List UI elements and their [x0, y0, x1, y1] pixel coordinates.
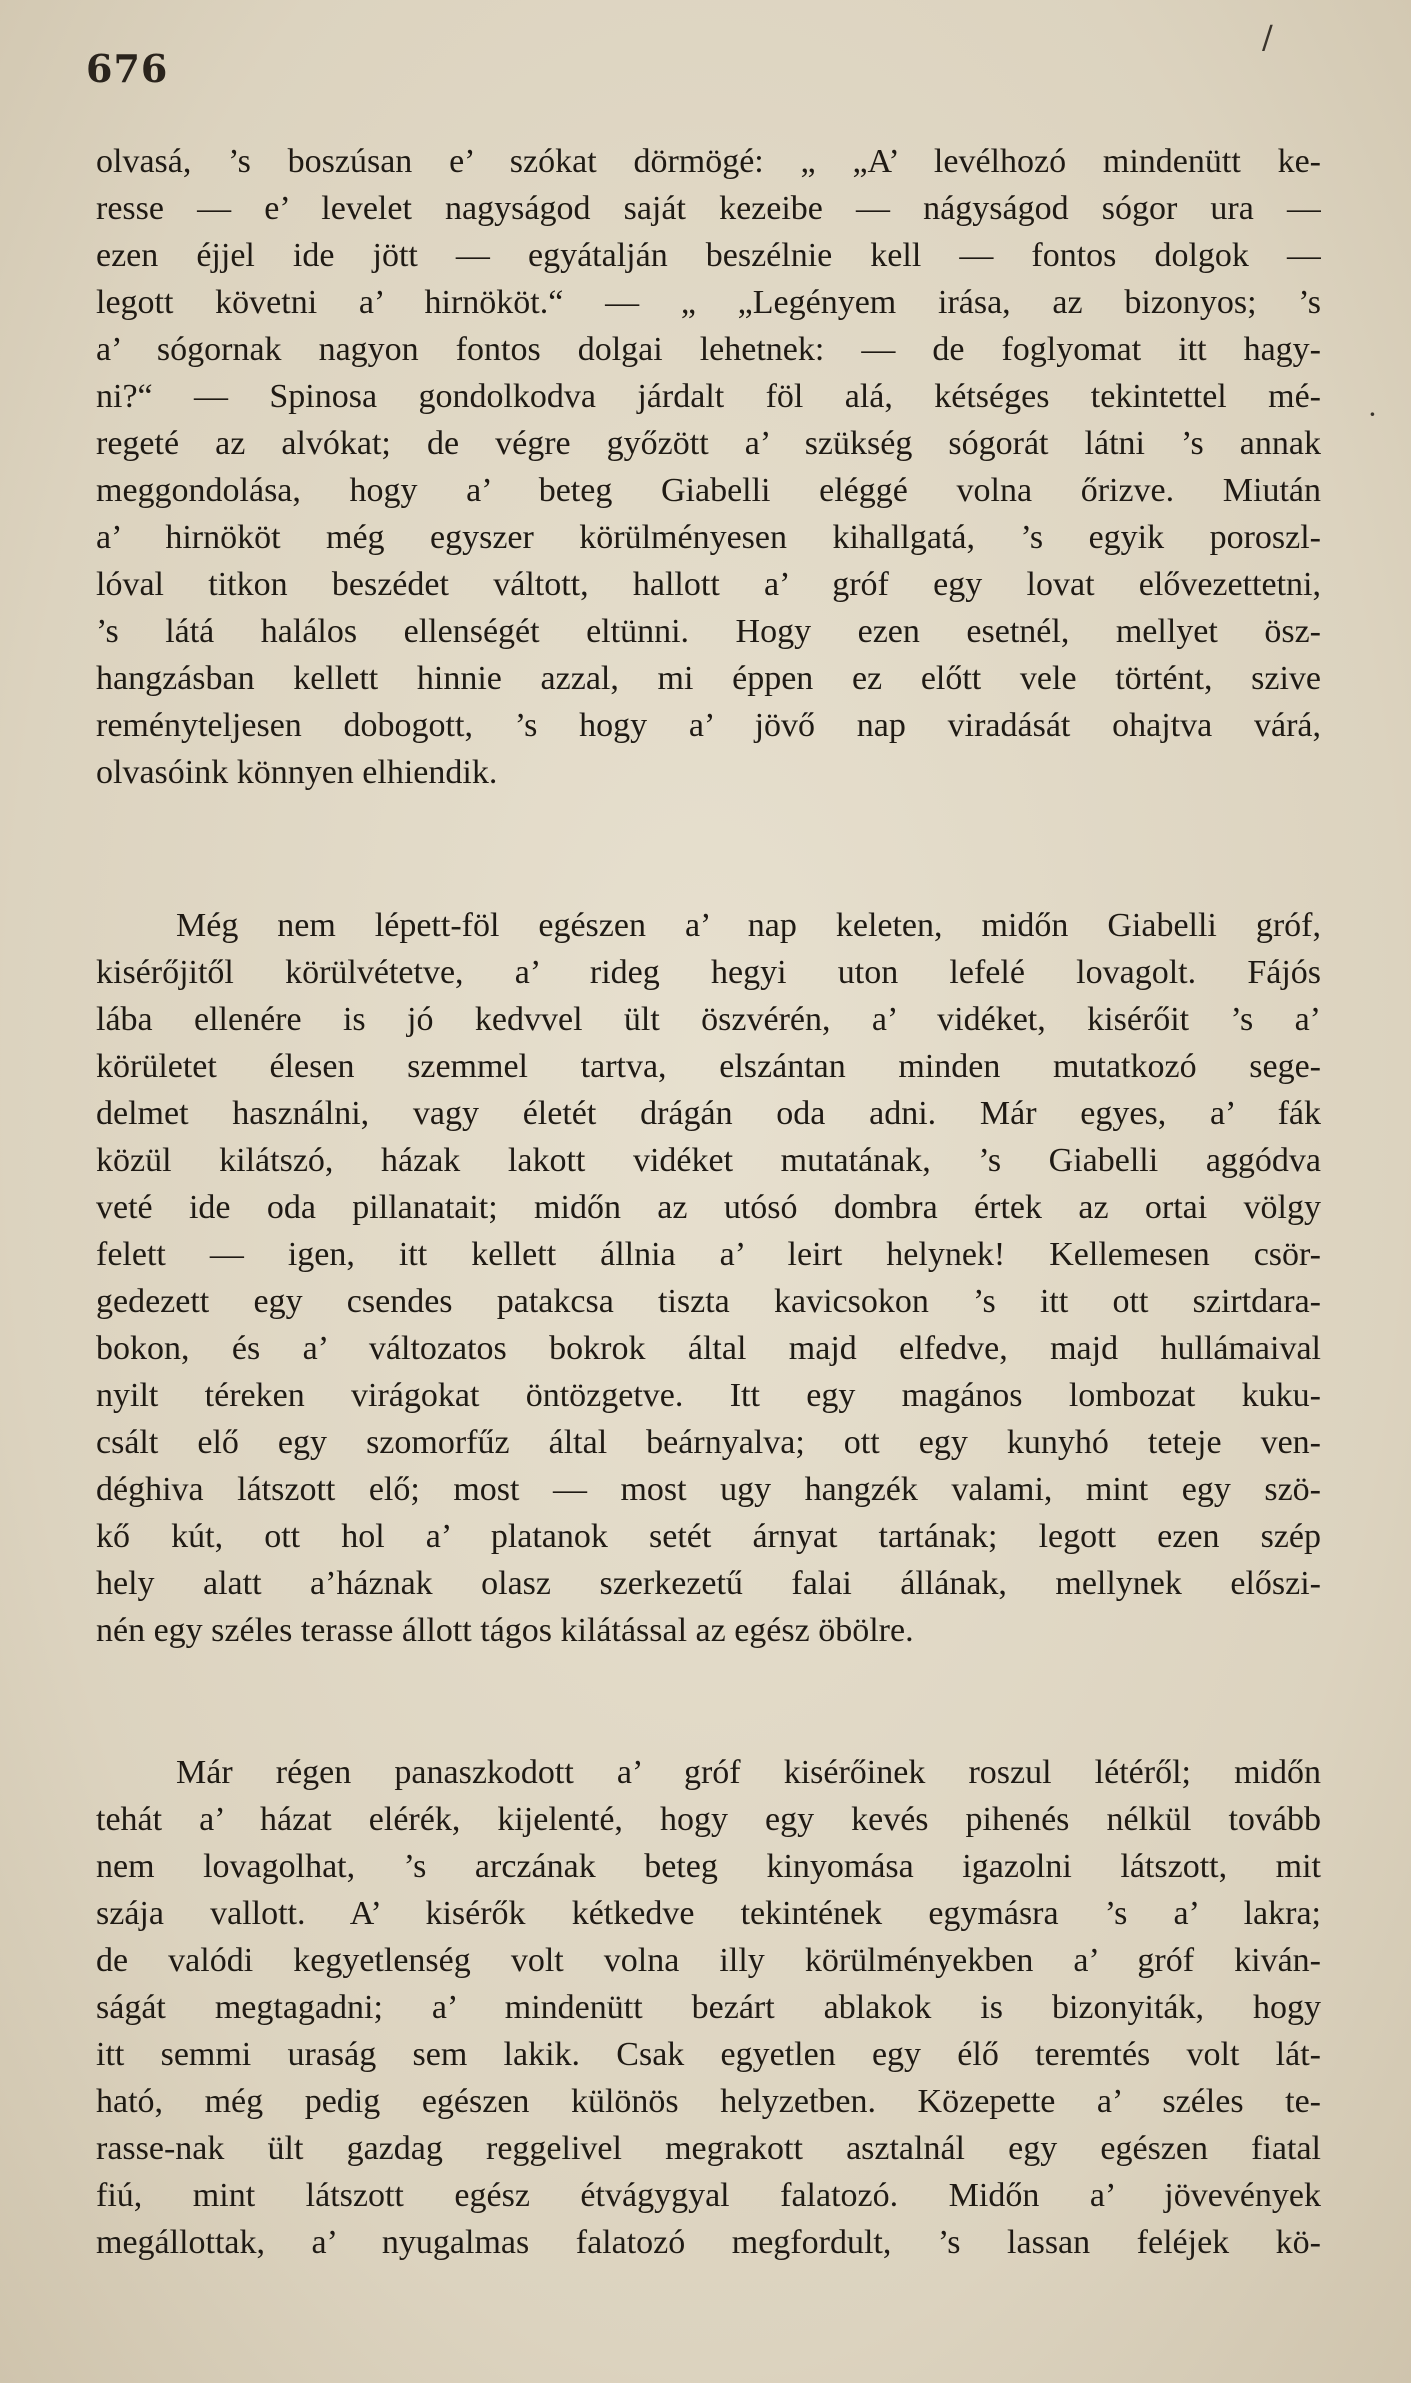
margin-mark: · — [1368, 398, 1377, 431]
text-line: körületet élesen szemmel tartva, elszántan minden mutatkozó sege- — [96, 1048, 1321, 1085]
text-line: fiú, mint látszott egész étvágygyal falatozó. Midőn a’ jövevények — [96, 2177, 1321, 2214]
text-line: ’s látá halálos ellenségét eltünni. Hogy ezen esetnél, mellyet ösz- — [96, 613, 1321, 650]
text-line: nem lovagolhat, ’s arczának beteg kinyomása igazolni látszott, mit — [96, 1848, 1321, 1885]
text-line: de valódi kegyetlenség volt volna illy körülményekben a’ gróf kiván- — [96, 1942, 1321, 1979]
text-line: Már régen panaszkodott a’ gróf kisérőinek roszul létéről; midőn — [176, 1754, 1321, 1791]
text-line: resse — e’ levelet nagyságod saját kezeibe — nágyságod sógor ura — — [96, 190, 1321, 227]
text-line: delmet használni, vagy életét drágán oda adni. Már egyes, a’ fák — [96, 1095, 1321, 1132]
text-line: gedezett egy csendes patakcsa tiszta kavicsokon ’s itt ott szirtdara- — [96, 1283, 1321, 1320]
text-line: meggondolása, hogy a’ beteg Giabelli eléggé volna őrizve. Miután — [96, 472, 1321, 509]
text-line: a’ hirnököt még egyszer körülményesen kihallgatá, ’s egyik poroszl- — [96, 519, 1321, 556]
text-line: ságát megtagadni; a’ mindenütt bezárt ablakok is bizonyiták, hogy — [96, 1989, 1321, 2026]
text-line: hely alatt a’háznak olasz szerkezetű falai állának, mellynek előszi- — [96, 1565, 1321, 1602]
text-line: a’ sógornak nagyon fontos dolgai lehetnek: — de foglyomat itt hagy- — [96, 331, 1321, 368]
paragraph-1 — [96, 138, 1321, 796]
text-line: olvasá, ’s boszúsan e’ szókat dörmögé: „ „A’ levélhozó mindenütt ke- — [96, 143, 1321, 180]
text-line: ni?“ — Spinosa gondolkodva járdalt föl alá, kétséges tekintettel mé- — [96, 378, 1321, 415]
page-number: 676 — [86, 46, 169, 91]
corner-mark: / — [1262, 18, 1273, 56]
text-line: ható, még pedig egészen különös helyzetben. Közepette a’ széles te- — [96, 2083, 1321, 2120]
text-line: kő kút, ott hol a’ platanok setét árnyat tartának; legott ezen szép — [96, 1518, 1321, 1555]
text-line: reményteljesen dobogott, ’s hogy a’ jövő nap viradását ohajtva várá, — [96, 707, 1321, 744]
text-line: csált elő egy szomorfűz által beárnyalva; ott egy kunyhó teteje ven- — [96, 1424, 1321, 1461]
text-line: lába ellenére is jó kedvvel ült öszvérén, a’ vidéket, kisérőit ’s a’ — [96, 1001, 1321, 1038]
text-line: szája vallott. A’ kisérők kétkedve tekintének egymásra ’s a’ lakra; — [96, 1895, 1321, 1932]
text-line: olvasóink könnyen elhiendik. — [96, 754, 498, 791]
text-line: veté ide oda pillanatait; midőn az utósó dombra értek az ortai völgy — [96, 1189, 1321, 1226]
text-line: nyilt téreken virágokat öntözgetve. Itt egy magános lombozat kuku- — [96, 1377, 1321, 1414]
text-line: legott követni a’ hirnököt.“ — „ „Legényem irása, az bizonyos; ’s — [96, 284, 1321, 321]
text-line: tehát a’ házat elérék, kijelenté, hogy egy kevés pihenés nélkül tovább — [96, 1801, 1321, 1838]
paragraph-2 — [96, 902, 1321, 1654]
text-line: megállottak, a’ nyugalmas falatozó megfordult, ’s lassan feléjek kö- — [96, 2224, 1321, 2261]
text-line: ezen éjjel ide jött — egyátalján beszélnie kell — fontos dolgok — — [96, 237, 1321, 274]
text-line: közül kilátszó, házak lakott vidéket mutatának, ’s Giabelli aggódva — [96, 1142, 1321, 1179]
text-line: nén egy széles terasse állott tágos kilátással az egész öbölre. — [96, 1612, 914, 1649]
text-line: felett — igen, itt kellett állnia a’ leirt helynek! Kellemesen csör- — [96, 1236, 1321, 1273]
text-line: bokon, és a’ változatos bokrok által majd elfedve, majd hullámaival — [96, 1330, 1321, 1367]
text-line: regeté az alvókat; de végre győzött a’ szükség sógorát látni ’s annak — [96, 425, 1321, 462]
text-line: déghiva látszott elő; most — most ugy hangzék valami, mint egy szö- — [96, 1471, 1321, 1508]
text-line: lóval titkon beszédet váltott, hallott a’ gróf egy lovat elővezettetni, — [96, 566, 1321, 603]
text-line: itt semmi uraság sem lakik. Csak egyetlen egy élő teremtés volt lát- — [96, 2036, 1321, 2073]
text-line: rasse-nak ült gazdag reggelivel megrakott asztalnál egy egészen fiatal — [96, 2130, 1321, 2167]
text-line: Még nem lépett-föl egészen a’ nap keleten, midőn Giabelli gróf, — [176, 907, 1321, 944]
paragraph-3 — [96, 1749, 1321, 2266]
text-line: kisérőjitől körülvétetve, a’ rideg hegyi uton lefelé lovagolt. Fájós — [96, 954, 1321, 991]
text-line: hangzásban kellett hinnie azzal, mi éppen ez előtt vele történt, szive — [96, 660, 1321, 697]
